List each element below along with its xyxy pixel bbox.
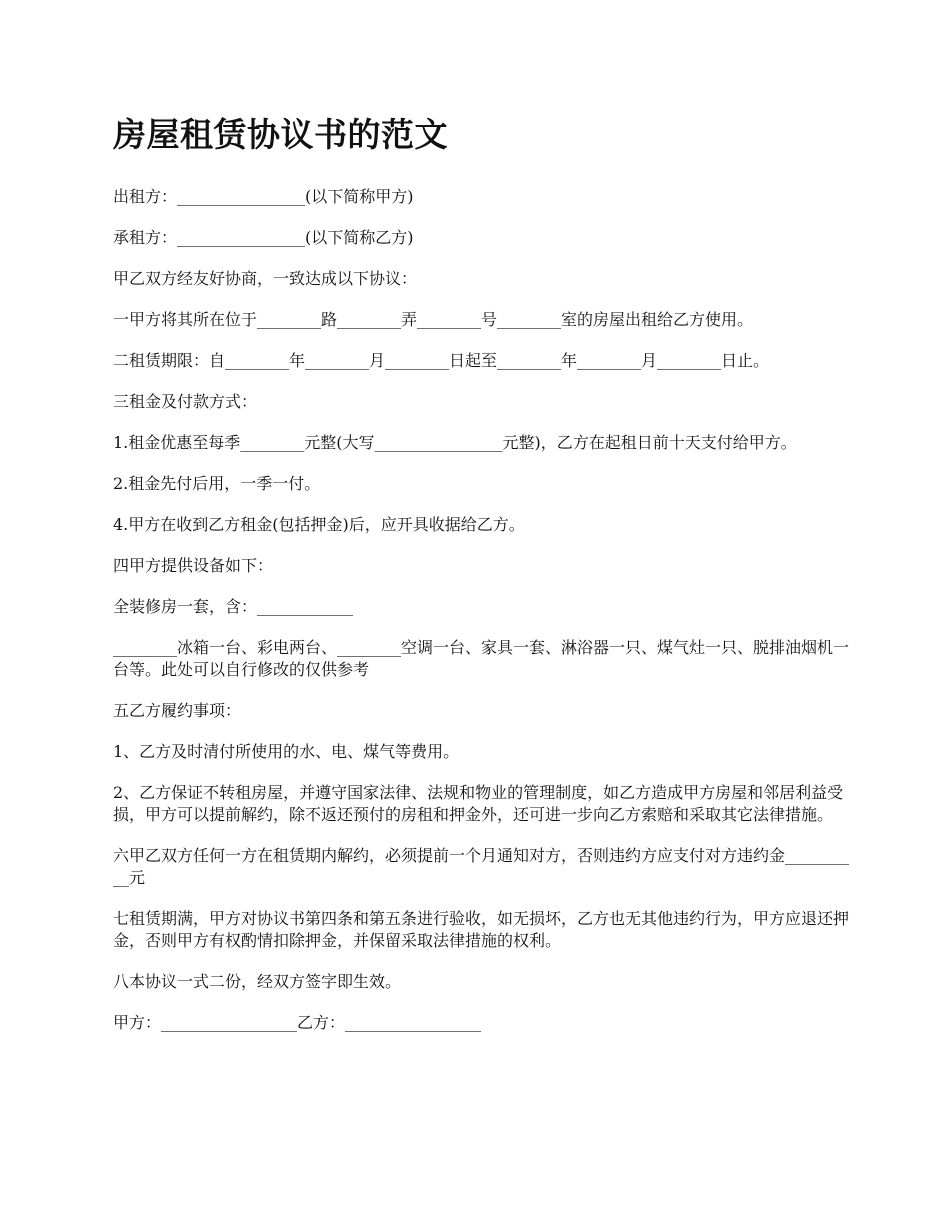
clause-4-furnishing: 全装修房一套，含：____________	[113, 597, 354, 616]
clause-3-heading: 三租金及付款方式：	[113, 392, 258, 411]
clause-6-termination: 六甲乙双方任何一方在租赁期内解约，必须提前一个月通知对方，否则违约方应支付对方违约金__________元	[113, 846, 850, 887]
clause-2-term: 二租赁期限：自________年________月________日起至________年________月________日止。	[113, 351, 770, 370]
clause-8-copies: 八本协议一式二份，经双方签字即生效。	[113, 972, 402, 991]
clause-7-expiry: 七租赁期满，甲方对协议书第四条和第五条进行验收，如无损坏，乙方也无其他违约行为，甲方应退还押金，否则甲方有权酌情扣除押金，并保留采取法律措施的权利。	[113, 909, 850, 950]
clause-5-item-1: 1、乙方及时清付所使用的水、电、煤气等费用。	[113, 742, 460, 761]
clause-5-heading: 五乙方履约事项：	[113, 701, 242, 720]
document-title: 房屋租赁协议书的范文	[113, 115, 448, 154]
document-body	[113, 112, 853, 1053]
clause-4-heading: 四甲方提供设备如下：	[113, 556, 274, 575]
lessor-line: 出租方：________________(以下简称甲方)	[113, 187, 414, 206]
signature-line: 甲方：_________________乙方：_________________	[113, 1013, 482, 1032]
clause-1-property: 一甲方将其所在位于________路________弄________号________室的房屋出租给乙方使用。	[113, 310, 754, 329]
agreement-intro: 甲乙双方经友好协商，一致达成以下协议：	[113, 269, 418, 288]
lessee-line: 承租方：________________(以下简称乙方)	[113, 228, 414, 247]
clause-3-item-4: 4.甲方在收到乙方租金(包括押金)后，应开具收据给乙方。	[113, 515, 525, 534]
clause-4-appliances: ________冰箱一台、彩电两台、________空调一台、家具一套、淋浴器一只、煤气灶一只、脱排油烟机一台等。此处可以自行修改的仅供参考	[113, 638, 850, 679]
clause-5-item-2: 2、乙方保证不转租房屋，并遵守国家法律、法规和物业的管理制度，如乙方造成甲方房屋和邻居利益受损，甲方可以提前解约，除不返还预付的房租和押金外，还可进一步向乙方索赔和采取其它法律措施。	[113, 783, 844, 824]
clause-3-item-1: 1.租金优惠至每季________元整(大写________________元整)，乙方在起租日前十天支付给甲方。	[113, 433, 797, 452]
clause-3-item-2: 2.租金先付后用，一季一付。	[113, 474, 321, 493]
